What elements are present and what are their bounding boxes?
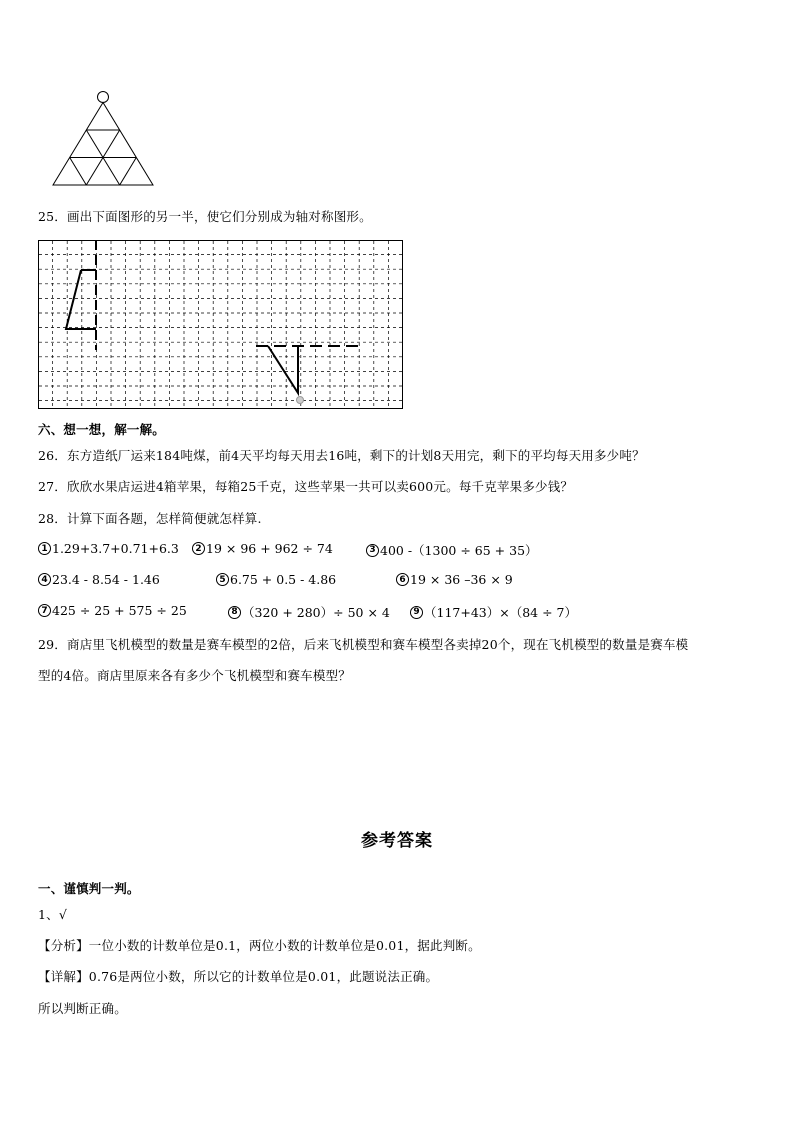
answers-section-1-heading: 一、谨慎判一判。	[38, 881, 140, 896]
answers-title: 参考答案	[361, 831, 433, 851]
item-number-badge: 4	[38, 573, 51, 586]
calc-expression: 1.29+3.7+0.71+6.3	[52, 541, 179, 556]
calc-expression: 19 × 36 –36 × 9	[410, 572, 513, 587]
item-number-badge: 5	[216, 573, 229, 586]
answer-1-conclusion: 所以判断正确。	[38, 1001, 127, 1016]
calc-item-5	[216, 572, 336, 587]
question-29-line-2: 型的4倍。商店里原来各有多少个飞机模型和赛车模型？	[38, 668, 351, 683]
item-number-badge: 1	[38, 542, 51, 555]
calc-expression: 6.75 + 0.5 - 4.86	[230, 572, 337, 587]
calc-item-6	[396, 572, 513, 587]
calc-item-7	[38, 603, 187, 618]
item-number-badge: 8	[228, 606, 241, 619]
calc-expression: （117+43）×（84 ÷ 7）	[424, 605, 577, 620]
calc-item-3	[366, 541, 538, 559]
item-number-badge: 3	[366, 544, 379, 557]
item-number-badge: 2	[192, 542, 205, 555]
question-27: 27．欣欣水果店运进4箱苹果，每箱25千克，这些苹果一共可以卖600元。每千克苹果多少钱？	[38, 479, 574, 494]
calc-item-8	[228, 603, 390, 621]
section-6-heading: 六、想一想，解一解。	[38, 422, 166, 437]
calc-expression: 400 -（1300 ÷ 65 + 35）	[380, 543, 538, 558]
answer-1: 1、√	[38, 907, 68, 922]
triangle-grid-figure	[48, 88, 158, 188]
calc-item-4	[38, 572, 160, 587]
answer-1-analysis: 【分析】一位小数的计数单位是0.1，两位小数的计数单位是0.01，据此判断。	[38, 938, 481, 953]
question-25: 25．画出下面图形的另一半，使它们分别成为轴对称图形。	[38, 209, 372, 224]
calc-item-9	[410, 603, 577, 621]
item-number-badge: 9	[410, 606, 423, 619]
symmetry-grid[interactable]	[38, 240, 404, 410]
question-29-line-1: 29．商店里飞机模型的数量是赛车模型的2倍，后来飞机模型和赛车模型各卖掉20个，现在飞机模型的数量是赛车模	[38, 637, 689, 652]
calc-expression: 425 ÷ 25 + 575 ÷ 25	[52, 603, 187, 618]
answer-1-detail: 【详解】0.76是两位小数，所以它的计数单位是0.01，此题说法正确。	[38, 969, 439, 984]
calc-item-1	[38, 541, 179, 556]
calc-expression: （320 + 280）÷ 50 × 4	[242, 605, 390, 620]
calc-expression: 19 × 96 + 962 ÷ 74	[206, 541, 333, 556]
question-26: 26．东方造纸厂运来184吨煤，前4天平均每天用去16吨，剩下的计划8天用完，剩下的平均每天用多少吨？	[38, 448, 645, 463]
question-28: 28．计算下面各题，怎样简便就怎样算.	[38, 511, 262, 526]
calc-expression: 23.4 - 8.54 - 1.46	[52, 572, 160, 587]
calc-item-2	[192, 541, 333, 556]
item-number-badge: 7	[38, 604, 51, 617]
item-number-badge: 6	[396, 573, 409, 586]
